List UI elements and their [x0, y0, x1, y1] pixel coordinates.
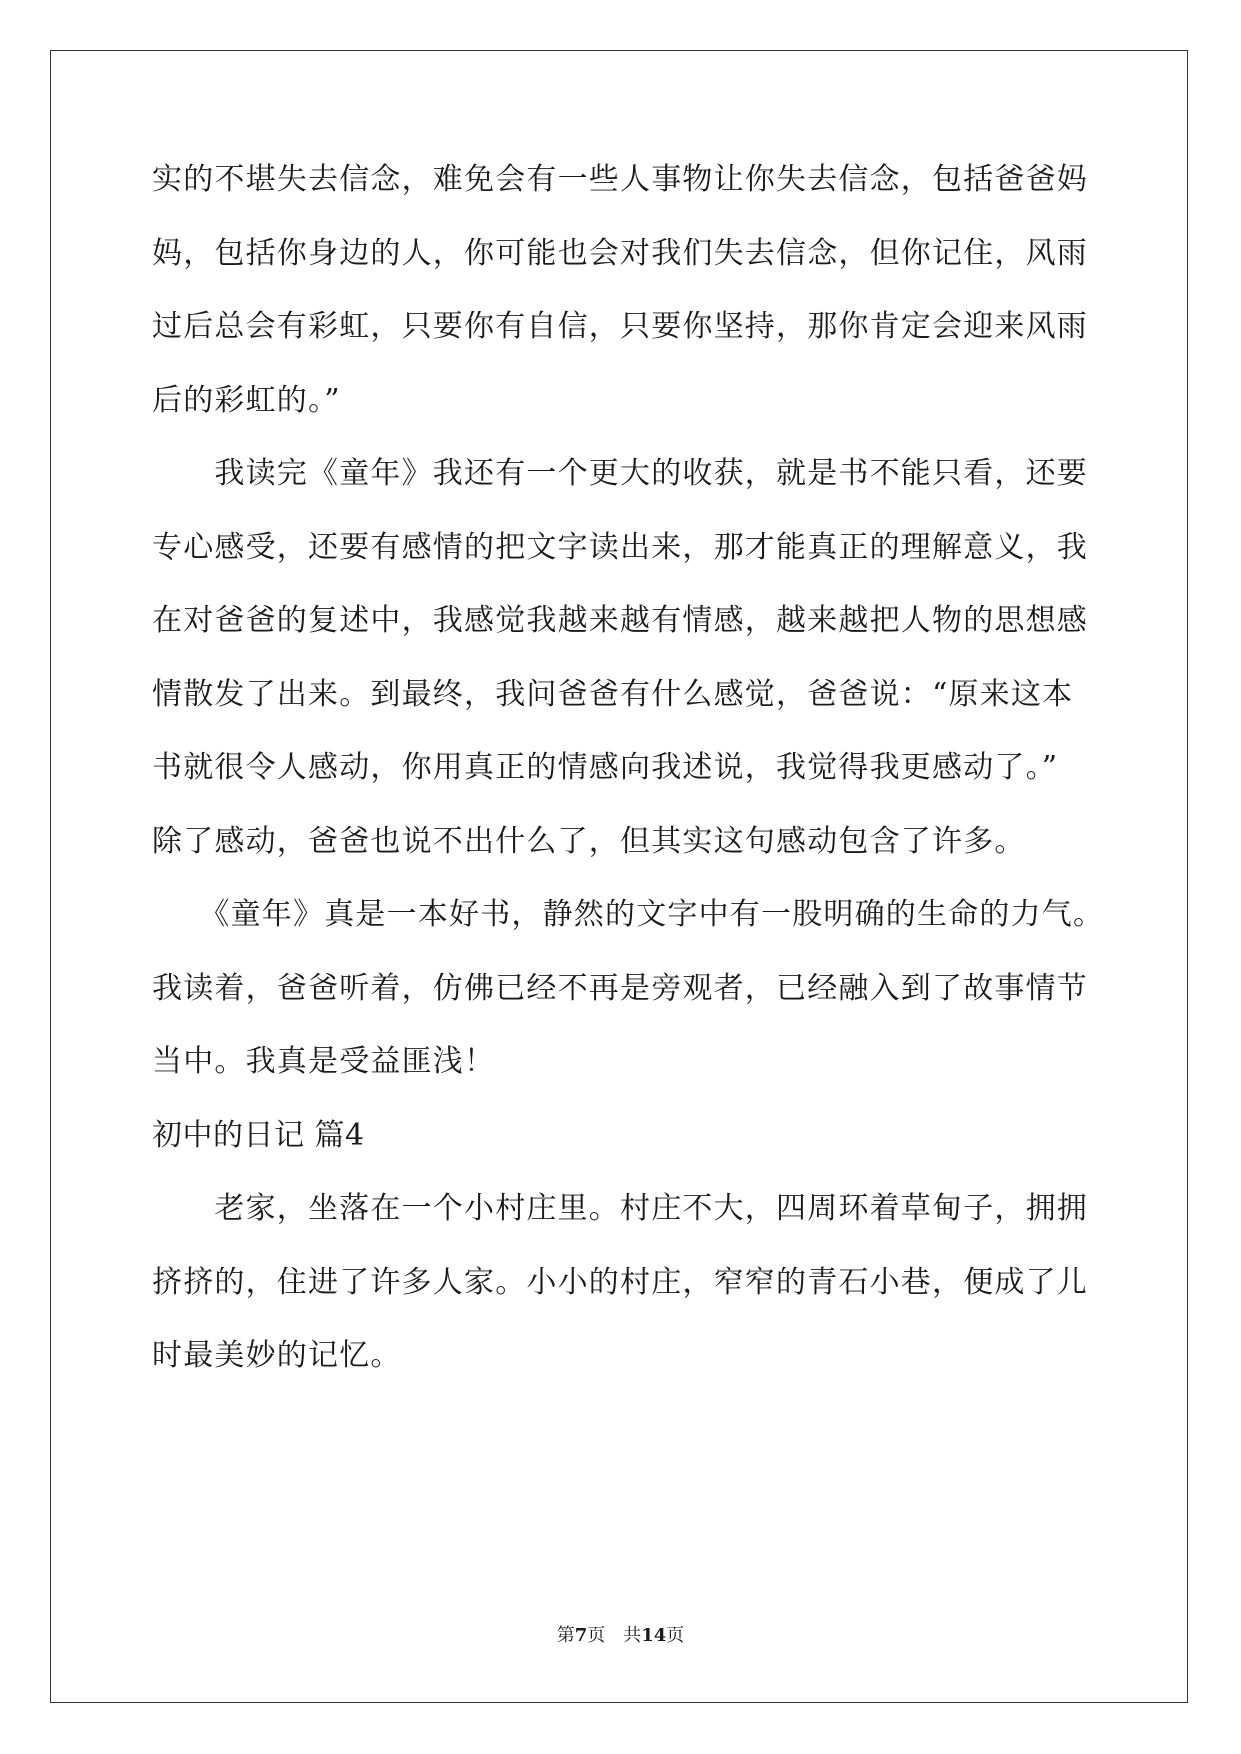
text-line: 后的彩虹的。”: [152, 383, 341, 418]
text-line: 书就很令人感动，你用真正的情感向我述说，我觉得我更感动了。”: [152, 750, 1059, 785]
text-line: 《童年》真是一本好书，静然的文字中有一股明确的生命的力气。: [152, 897, 1105, 932]
text-line: 挤挤的，住进了许多人家。小小的村庄，窄窄的青石小巷，便成了儿: [152, 1265, 1088, 1300]
text-line: 过后总会有彩虹，只要你有自信，只要你坚持，那你肯定会迎来风雨: [152, 309, 1088, 344]
text-line: 妈，包括你身边的人，你可能也会对我们失去信念，但你记住，风雨: [152, 236, 1088, 271]
footer-page-suffix: 页: [587, 1625, 606, 1646]
current-page-number: 7: [574, 1625, 588, 1646]
page-footer: [0, 1624, 1241, 1648]
text-line: 我读着，爸爸听着，仿佛已经不再是旁观者，已经融入到了故事情节: [152, 971, 1088, 1006]
text-line: 情散发了出来。到最终，我问爸爸有什么感觉，爸爸说：“原来这本: [152, 677, 1074, 712]
footer-total-suffix: 页: [666, 1625, 685, 1646]
footer-total-prefix: 共: [623, 1625, 642, 1646]
text-line: 当中。我真是受益匪浅！: [152, 1044, 496, 1079]
text-line: 除了感动，爸爸也说不出什么了，但其实这句感动包含了许多。: [152, 824, 1026, 859]
text-line: 老家，坐落在一个小村庄里。村庄不大，四周环着草甸子，拥拥: [152, 1191, 1088, 1226]
text-line: 时最美妙的记忆。: [152, 1338, 402, 1373]
text-line: 在对爸爸的复述中，我感觉我越来越有情感，越来越把人物的思想感: [152, 603, 1088, 638]
text-line: 实的不堪失去信念，难免会有一些人事物让你失去信念，包括爸爸妈: [152, 162, 1088, 197]
text-line: 专心感受，还要有感情的把文字读出来，那才能真正的理解意义，我: [152, 530, 1088, 565]
page-border: [50, 50, 1188, 1703]
footer-prefix: 第: [556, 1625, 575, 1646]
text-line: 我读完《童年》我还有一个更大的收获，就是书不能只看，还要: [152, 456, 1088, 491]
section-heading: 初中的日记 篇4: [152, 1118, 365, 1153]
total-page-count: 14: [641, 1625, 667, 1646]
